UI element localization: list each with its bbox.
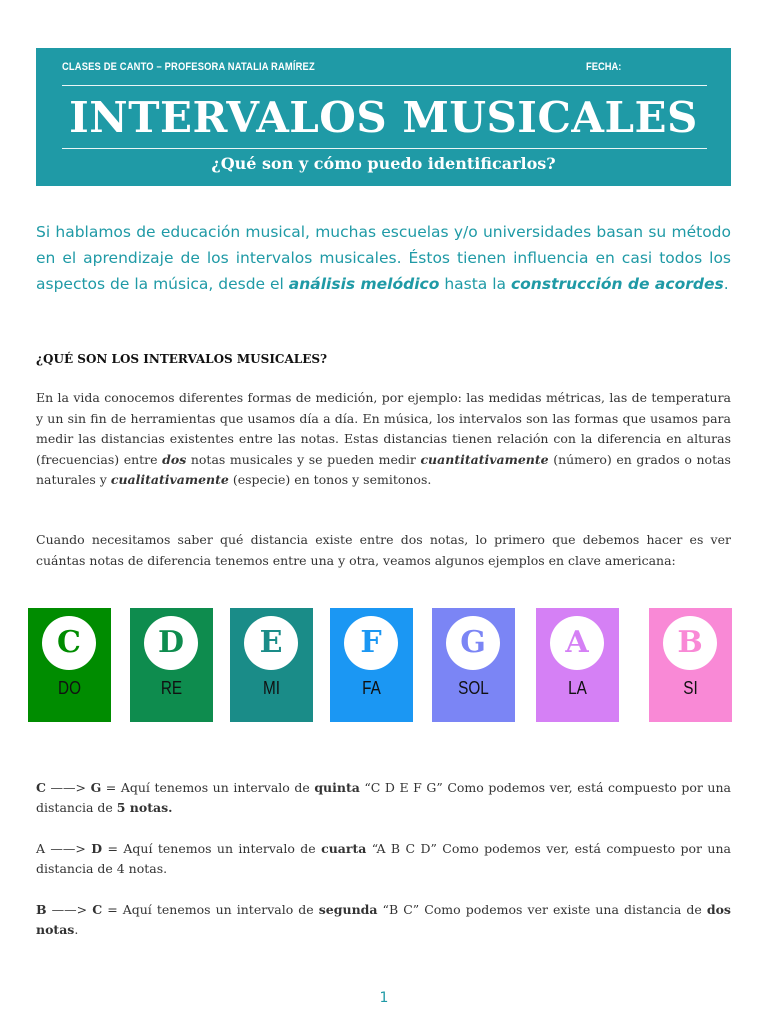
example-from-note: A bbox=[36, 841, 46, 856]
para1-emphasis-cuantitativamente: cuantitativamente bbox=[420, 451, 549, 467]
intro-text-3: . bbox=[723, 275, 729, 293]
arrow-glyph: ——> bbox=[51, 902, 88, 917]
example-b-to-c bbox=[36, 900, 731, 940]
section-heading: ¿QUÉ SON LOS INTERVALOS MUSICALES? bbox=[36, 352, 328, 366]
example-from-note: C bbox=[36, 780, 46, 795]
note-cards-row bbox=[28, 608, 733, 722]
class-teacher-label: CLASES DE CANTO – PROFESORA NATALIA RAMÍREZ bbox=[62, 61, 315, 73]
note-letter: E bbox=[244, 616, 298, 670]
example-to-note: G bbox=[90, 780, 102, 795]
intro-emphasis-2: construcción de acordes bbox=[510, 275, 724, 293]
page-title: INTERVALOS MUSICALES bbox=[69, 93, 698, 142]
example-to-note: D bbox=[91, 841, 103, 856]
note-letter: A bbox=[550, 616, 604, 670]
note-letter: D bbox=[144, 616, 198, 670]
header-divider-top bbox=[62, 85, 707, 86]
example-text: = Aquí tenemos un intervalo de bbox=[102, 841, 322, 856]
note-name: SI bbox=[683, 678, 698, 698]
example-c-to-g bbox=[36, 778, 731, 818]
example-text: = Aquí tenemos un intervalo de bbox=[102, 902, 319, 917]
arrow-glyph: ——> bbox=[50, 841, 86, 856]
header-banner bbox=[36, 48, 731, 186]
example-distance: 5 notas. bbox=[116, 800, 173, 815]
note-card-f bbox=[330, 608, 413, 722]
intro-paragraph bbox=[36, 219, 731, 297]
para1-emphasis-cualitativamente: cualitativamente bbox=[110, 472, 229, 487]
example-text: “B C” Como podemos ver existe una distancia de bbox=[377, 902, 707, 917]
note-card-d bbox=[130, 608, 213, 722]
note-letter: B bbox=[663, 616, 717, 670]
example-interval-name: cuarta bbox=[321, 841, 367, 856]
para1-text-g: (especie) en tonos y semitonos. bbox=[228, 472, 432, 487]
page-number: 1 bbox=[379, 990, 389, 1006]
intro-emphasis-1: análisis melódico bbox=[288, 275, 440, 293]
page-subtitle: ¿Qué son y cómo puedo identificarlos? bbox=[211, 154, 556, 173]
arrow-glyph: ——> bbox=[50, 780, 86, 795]
note-letter: G bbox=[446, 616, 500, 670]
note-name: RE bbox=[160, 678, 183, 698]
example-interval-name: segunda bbox=[318, 902, 378, 917]
header-divider-bottom bbox=[62, 148, 707, 149]
example-text: . bbox=[74, 922, 79, 937]
intro-text-2: hasta la bbox=[439, 275, 511, 293]
note-name: SOL bbox=[458, 678, 489, 698]
note-name: LA bbox=[568, 678, 587, 698]
note-letter: F bbox=[344, 616, 398, 670]
note-card-c bbox=[28, 608, 111, 722]
note-name: DO bbox=[58, 678, 81, 698]
example-interval-name: quinta bbox=[314, 780, 360, 795]
intro-text-1: Si hablamos de educación musical, muchas escuelas y/o universidades basan su método en el aprendizaje de los intervalos musicales. Éstos tienen influencia en casi todos los aspectos de la música, desde el bbox=[36, 223, 731, 293]
examples-intro-paragraph: Cuando necesitamos saber qué distancia existe entre dos notas, lo primero que debemos hacer es ver cuántas notas de diferencia tenemos entre una y otra, veamos algunos ejemplos en clave americana: bbox=[36, 532, 731, 568]
para1-text-c: notas musicales y se pueden medir bbox=[186, 451, 421, 467]
date-label: FECHA: bbox=[586, 61, 622, 73]
note-card-a bbox=[536, 608, 619, 722]
para1-text-a: En la vida conocemos diferentes formas de medición, por ejemplo: las medidas métricas, las de temperatura y un sin fin de herramientas que usamos día a día. En música, los intervalos son las formas que usamos para medir las distancias existentes entre las notas. Estas distancias tienen relación con la diferencia en alturas (frecuencias) entre bbox=[36, 390, 731, 467]
note-letter: C bbox=[42, 616, 96, 670]
note-name: MI bbox=[263, 678, 280, 698]
example-text: “C D E F G” Como podemos ver, está compuesto por una distancia de bbox=[36, 780, 731, 815]
example-from-note: B bbox=[36, 902, 47, 917]
note-card-b bbox=[649, 608, 732, 722]
example-a-to-d bbox=[36, 839, 731, 879]
note-card-g bbox=[432, 608, 515, 722]
para1-text-e: (número) en grados o notas naturales y bbox=[36, 451, 731, 487]
example-text: = Aquí tenemos un intervalo de bbox=[101, 780, 315, 795]
note-name: FA bbox=[362, 678, 381, 698]
para1-emphasis-dos: dos bbox=[162, 451, 187, 467]
measurement-paragraph bbox=[36, 388, 731, 491]
example-to-note: C bbox=[92, 902, 103, 917]
example-distance: dos notas bbox=[36, 902, 731, 937]
example-text: “A B C D” Como podemos ver, está compuesto por una distancia de 4 notas. bbox=[36, 841, 731, 876]
note-card-e bbox=[230, 608, 313, 722]
